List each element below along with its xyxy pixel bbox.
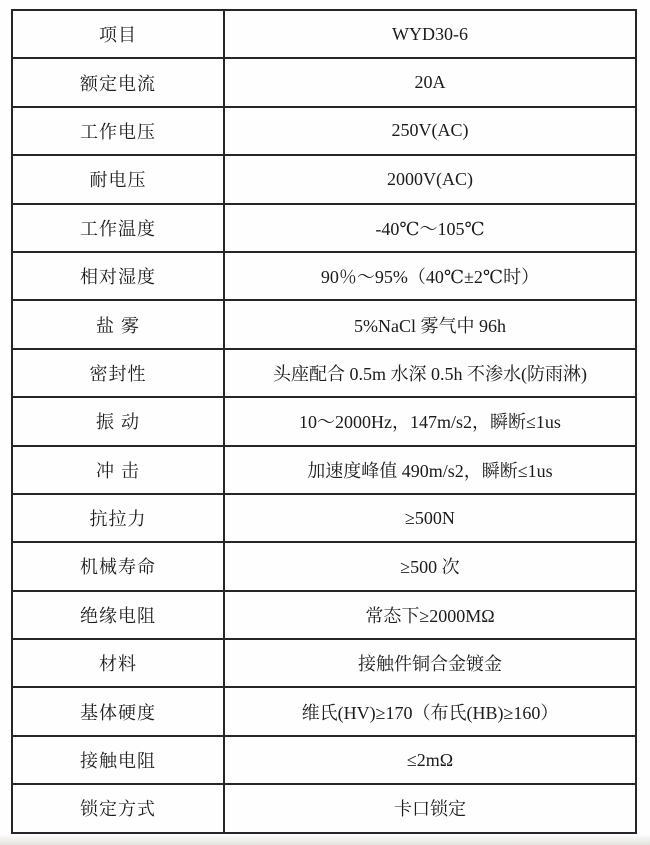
row-value: 20A <box>224 58 636 106</box>
row-value: 卡口锁定 <box>224 784 636 832</box>
spec-table <box>11 9 637 834</box>
row-value: 10～2000Hz，147m/s2，瞬断≤1us <box>224 397 636 445</box>
table-row <box>12 397 636 445</box>
row-value: 250V(AC) <box>224 107 636 155</box>
table-row <box>12 349 636 397</box>
row-value: WYD30-6 <box>224 10 636 58</box>
row-label: 抗拉力 <box>12 494 224 542</box>
row-value: 5%NaCl 雾气中 96h <box>224 300 636 348</box>
table-row <box>12 591 636 639</box>
row-label: 材料 <box>12 639 224 687</box>
table-row <box>12 300 636 348</box>
row-label: 工作温度 <box>12 204 224 252</box>
table-row <box>12 542 636 590</box>
row-label: 密封性 <box>12 349 224 397</box>
row-value: ≥500 次 <box>224 542 636 590</box>
row-label: 盐 雾 <box>12 300 224 348</box>
row-label: 耐电压 <box>12 155 224 203</box>
row-label: 机械寿命 <box>12 542 224 590</box>
table-row <box>12 58 636 106</box>
spec-table-body <box>12 10 636 833</box>
row-value: 常态下≥2000MΩ <box>224 591 636 639</box>
row-label: 冲 击 <box>12 446 224 494</box>
table-row <box>12 252 636 300</box>
row-value: 2000V(AC) <box>224 155 636 203</box>
row-value: 维氏(HV)≥170（布氏(HB)≥160） <box>224 687 636 735</box>
row-label: 基体硬度 <box>12 687 224 735</box>
row-label: 接触电阻 <box>12 736 224 784</box>
row-value: -40℃～105℃ <box>224 204 636 252</box>
row-value: 接触件铜合金镀金 <box>224 639 636 687</box>
table-row <box>12 639 636 687</box>
row-value: 90％～95%（40℃±2℃时） <box>224 252 636 300</box>
row-value: 头座配合 0.5m 水深 0.5h 不渗水(防雨淋) <box>224 349 636 397</box>
table-row <box>12 687 636 735</box>
table-header-row <box>12 10 636 58</box>
row-label: 额定电流 <box>12 58 224 106</box>
bottom-shade <box>0 834 650 845</box>
table-row <box>12 155 636 203</box>
table-row <box>12 494 636 542</box>
row-label: 项目 <box>12 10 224 58</box>
row-value: ≥500N <box>224 494 636 542</box>
row-value: 加速度峰值 490m/s2，瞬断≤1us <box>224 446 636 494</box>
table-row <box>12 446 636 494</box>
row-label: 振 动 <box>12 397 224 445</box>
row-value: ≤2mΩ <box>224 736 636 784</box>
row-label: 绝缘电阻 <box>12 591 224 639</box>
row-label: 锁定方式 <box>12 784 224 832</box>
table-row <box>12 784 636 832</box>
table-row <box>12 736 636 784</box>
table-row <box>12 204 636 252</box>
row-label: 工作电压 <box>12 107 224 155</box>
row-label: 相对湿度 <box>12 252 224 300</box>
table-row <box>12 107 636 155</box>
